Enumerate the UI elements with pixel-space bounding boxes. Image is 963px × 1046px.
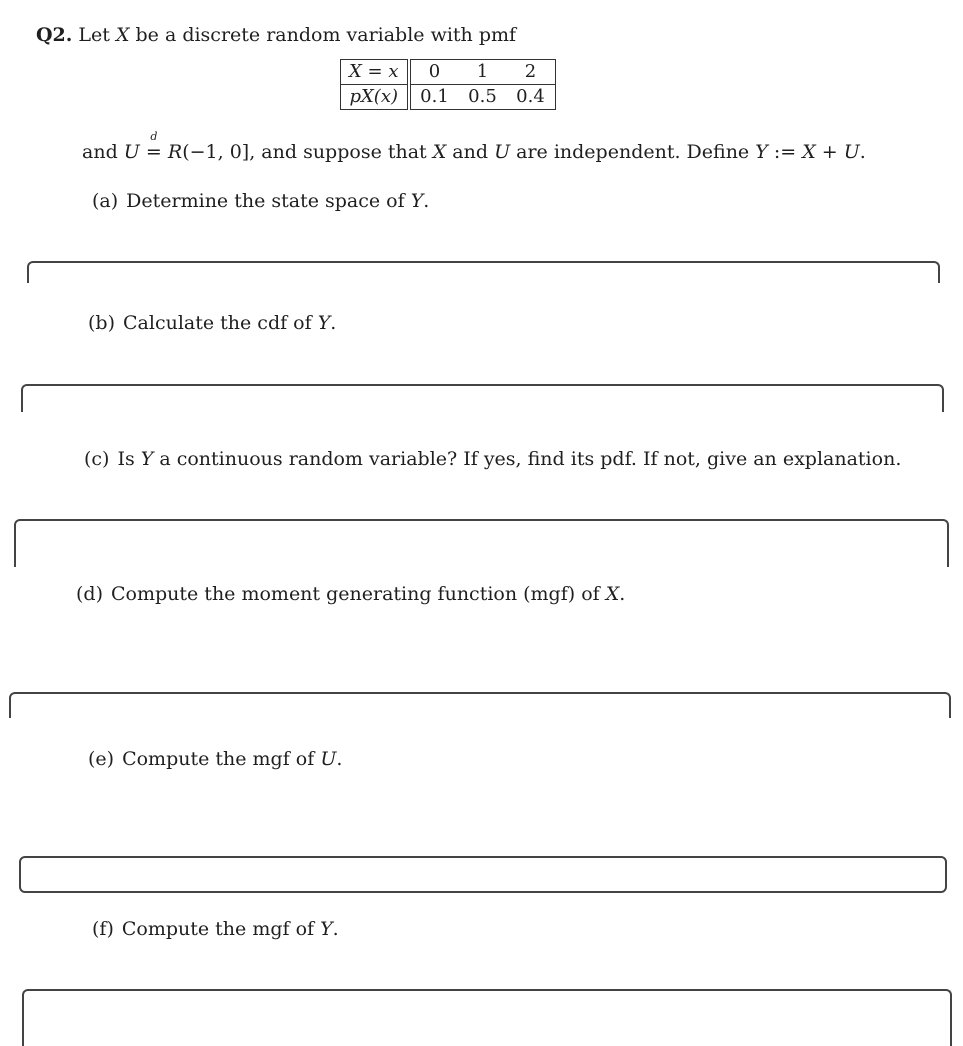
part-e <box>88 748 342 770</box>
part-text: Determine the state space of <box>126 190 411 212</box>
part-end: . <box>619 583 626 605</box>
part-text: Is <box>117 448 141 470</box>
statement-var: X <box>432 141 447 163</box>
statement-text: . <box>859 141 866 163</box>
part-letter: (e) <box>88 748 115 770</box>
distribution-equals: = <box>145 141 162 163</box>
distribution-d: d <box>150 130 158 143</box>
part-var: Y <box>140 448 154 470</box>
part-letter: (f) <box>92 918 114 940</box>
pmf-probability: 0.4 <box>507 85 556 110</box>
part-var: X <box>605 583 620 605</box>
part-c <box>84 448 901 470</box>
part-text: Compute the mgf of <box>122 748 321 770</box>
part-var: Y <box>320 918 333 940</box>
pmf-probability: 0.5 <box>459 85 507 110</box>
statement-var: U <box>123 141 140 163</box>
problem-statement <box>82 130 866 163</box>
part-var: Y <box>317 312 331 334</box>
answer-box-f[interactable] <box>22 989 952 1046</box>
statement-text: , and suppose that <box>249 141 433 163</box>
part-text: Compute the moment generating function (mgf) of <box>111 583 606 605</box>
part-end: . <box>423 190 430 212</box>
part-end: . <box>332 918 339 940</box>
part-d <box>76 583 625 605</box>
statement-text: + <box>815 141 844 163</box>
part-text: Compute the mgf of <box>121 918 321 940</box>
pmf-row-x <box>341 60 556 85</box>
question-label: Q2. <box>36 24 73 46</box>
statement-interval: (−1, 0] <box>182 141 250 163</box>
answer-box-a[interactable] <box>27 261 940 283</box>
answer-box-e[interactable] <box>19 856 947 893</box>
pmf-row-p <box>341 85 556 110</box>
part-letter: (a) <box>92 190 119 212</box>
part-end: . <box>336 748 343 770</box>
pmf-probability: 0.1 <box>409 85 459 110</box>
pmf-x-value: 1 <box>459 60 507 85</box>
statement-text: := <box>767 141 803 163</box>
pmf-x-value: 0 <box>409 60 459 85</box>
part-f <box>92 918 339 940</box>
part-letter: (d) <box>76 583 103 605</box>
answer-box-d[interactable] <box>9 692 951 718</box>
statement-text: and <box>446 141 495 163</box>
intro-tail: be a discrete random variable with pmf <box>129 24 517 46</box>
pmf-row-head-p: pX(x) <box>341 85 409 110</box>
statement-text: are independent. Define <box>510 141 756 163</box>
part-end: a continuous random variable? If yes, find its pdf. If not, give an explanation. <box>153 448 902 470</box>
part-letter: (b) <box>88 312 115 334</box>
part-var: Y <box>410 190 424 212</box>
part-letter: (c) <box>84 448 110 470</box>
pmf-row-head-x: X = x <box>341 60 409 85</box>
question-header <box>36 24 516 46</box>
statement-var: U <box>843 141 860 163</box>
statement-dist: R <box>167 141 183 163</box>
part-b <box>88 312 336 334</box>
statement-var: X <box>802 141 816 163</box>
statement-text: and <box>82 141 124 163</box>
part-var: U <box>320 748 337 770</box>
pmf-x-value: 2 <box>507 60 556 85</box>
part-end: . <box>330 312 337 334</box>
part-a <box>92 190 429 212</box>
intro-variable: X <box>115 24 130 46</box>
part-text: Calculate the cdf of <box>123 312 318 334</box>
answer-box-b[interactable] <box>21 384 944 412</box>
pmf-table <box>340 59 556 110</box>
intro-lead: Let <box>78 24 116 46</box>
distributed-as-symbol <box>145 130 162 163</box>
statement-var: U <box>494 141 511 163</box>
statement-var: Y <box>755 141 768 163</box>
answer-box-c[interactable] <box>14 519 949 567</box>
